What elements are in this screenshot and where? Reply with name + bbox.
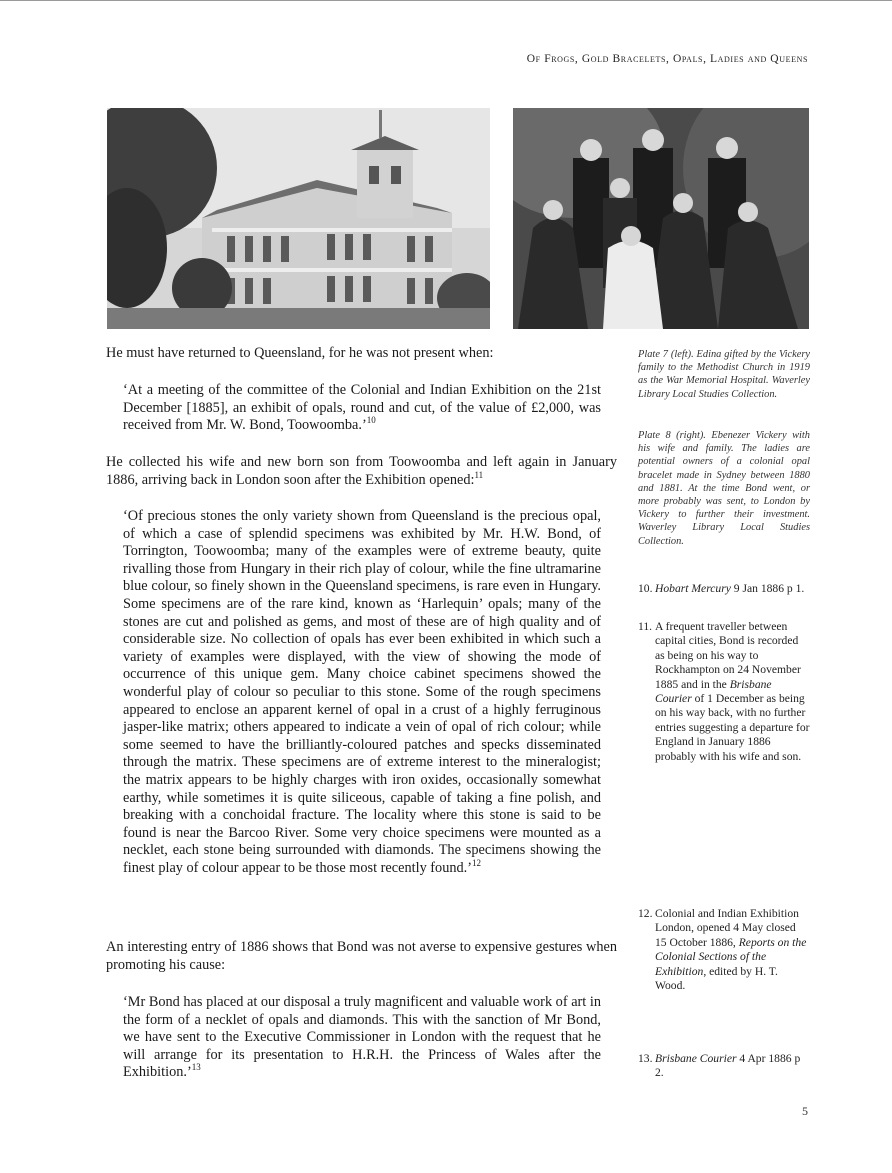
family-photo-image <box>513 108 809 329</box>
sidenote-13-title: Brisbane Courier <box>655 1052 737 1065</box>
sidenote-11-text-b: of 1 December as being on his way back, with no further entries suggesting a departure for England in January 1886 probably with his wife and son. <box>655 692 810 763</box>
paragraph-2 <box>106 454 617 489</box>
caption-plate-8: Plate 8 (right). Ebenezer Vickery with his wife and family. The ladies are potential owners of a colonial opal bracelet made in Sydney between 1880 and 1881. At the time Bond went, or more probably was sent, to London by Vickery to further their investment. Waverley Library Local Studies Collection. <box>638 430 810 547</box>
sidenote-10-text: 9 Jan 1886 p 1. <box>730 582 805 595</box>
quote-2 <box>123 508 601 877</box>
caption-plate-7: Plate 7 (left). Edina gifted by the Vickery family to the Methodist Church in 1919 as the War Memorial Hospital. Waverley Library Local Studies Collection. <box>638 349 810 400</box>
sidenote-12-text-b: , edited by H. T. Wood. <box>655 964 778 993</box>
footnote-ref-10: 10 <box>366 415 376 426</box>
quote-3 <box>123 994 601 1082</box>
quote-1-text: ‘At a meeting of the committee of the Colonial and Indian Exhibition on the 21st December [1885], an exhibit of opals, round and cut, of the value of £2,000, was received from Mr. W. Bond, Toowoomba.’ <box>123 382 601 434</box>
sidenote-10-title: Hobart Mercury <box>655 582 731 595</box>
footnote-ref-13: 13 <box>191 1062 201 1073</box>
intro-paragraph <box>106 345 617 363</box>
running-head: Of Frogs, Gold Bracelets, Opals, Ladies and Queens <box>526 53 808 65</box>
sidenote-13-number: 13. <box>638 1052 653 1065</box>
quote-3-text: ‘Mr Bond has placed at our disposal a truly magnificent and valuable work of art in the form of a necklet of opals and diamonds. This with the sanction of Mr Bond, we have sent to the Executive Commissioner in London with the request that he will arrange for its presentation to H.R.H. the Princess of Wales after the Exhibition.’ <box>123 994 601 1081</box>
sidenote-10-number: 10. <box>638 582 653 595</box>
sidenote-11-text-a: A frequent traveller between capital cities, Bond is recorded as being on his way to Rockhampton on 24 November 1885 and in the <box>655 620 801 691</box>
sidenote-12-text-a: Colonial and Indian Exhibition London, opened 4 May closed 15 October 1886, <box>655 907 799 949</box>
plate-7-photo <box>107 108 490 329</box>
paragraph-2-text: He collected his wife and new born son from Toowoomba and left again in January 1886, arriving back in London soon after the Exhibition opened: <box>106 454 617 488</box>
footnote-ref-11: 11 <box>474 469 484 480</box>
sidenote-11-number: 11. <box>638 620 653 633</box>
sidenote-12-number: 12. <box>638 907 653 920</box>
sidenote-13 <box>638 1052 810 1081</box>
top-rule <box>0 0 892 1</box>
footnote-ref-12: 12 <box>471 858 481 869</box>
intro-line: He must have returned to Queensland, for he was not present when: <box>106 345 494 361</box>
paragraph-3 <box>106 939 617 974</box>
sidenote-11 <box>638 620 810 764</box>
quote-1 <box>123 382 601 435</box>
sidenote-12-title: Reports on the Colonial Sections of the Exhibition <box>655 935 807 978</box>
building-photo-image <box>107 108 490 329</box>
quote-2-text: ‘Of precious stones the only variety shown from Queensland is the precious opal, of which a case of splendid specimens was exhibited by Mr. H.W. Bond, of Torrington, Toowoomba; many of the examples were of extreme beauty, quite rivalling those from Hungary in their rich play of colour, while the fine ultramarine blue colour, so finely shown in the Queensland specimens, is rare even in Hungary. Some specimens are of the rare kind, known as ‘Harlequin’ opals; many of the stones are cut and polished as gems, and most of these are of high quality and of considerable size. No collection of opals has ever been exhibited in which such a variety of examples were displayed, with the view of showing the mode of occurrence of this unique gem. Many choice cabinet specimens showed the wonderful play of colour so peculiar to this stone. Some of the rough specimens appeared to enclose an apparent kernel of opal in a crust of a highly ferruginous jasper-like matrix; others appeared to indicate a vein of opal of rich colour; while some seemed to have the brilliantly-coloured patches and specks disseminated through the matrix. These specimens are of extreme interest to the mineralogist; the matrix appears to be highly charges with iron oxides, occasionally somewhat earthy, while sometimes it is quite siliceous, capable of taking a fine polish, and breaking with a conchoidal fracture. The locality where this stone is said to be found is near the Barcoo River. Some very choice specimens were mounted as a necklet, each stone being surrounded with diamonds. The specimens showing the finest play of colour appear to be those most recently found.’ <box>123 508 601 876</box>
page-number: 5 <box>802 1104 808 1118</box>
sidenote-13-text: 4 Apr 1886 p 2. <box>655 1052 801 1080</box>
sidenote-10 <box>638 582 810 596</box>
plate-8-photo <box>513 108 809 329</box>
sidenote-12 <box>638 907 810 993</box>
sidenote-11-title: Brisbane Courier <box>655 677 772 706</box>
paragraph-3-text: An interesting entry of 1886 shows that Bond was not averse to expensive gestures when promoting his cause: <box>106 939 617 973</box>
